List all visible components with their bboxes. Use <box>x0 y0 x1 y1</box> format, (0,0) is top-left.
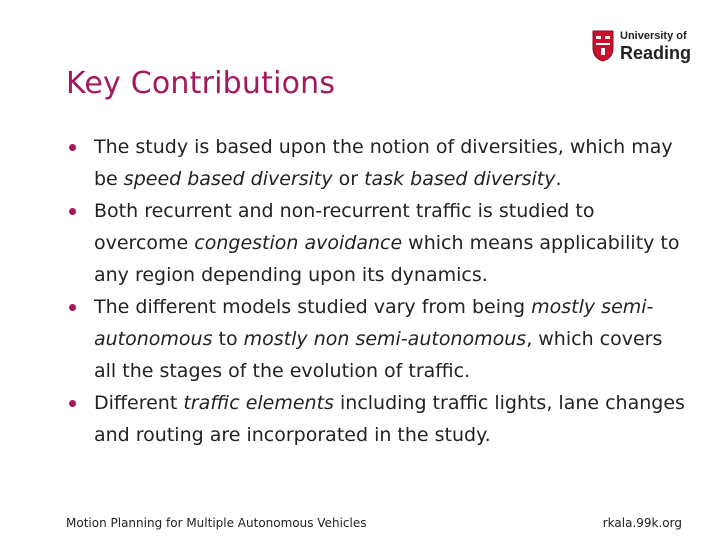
bullet-dot-icon <box>69 304 76 311</box>
bullet-dot-icon <box>69 208 76 215</box>
bullet-emphasis: traffic elements <box>183 392 334 414</box>
footer-website: rkala.99k.org <box>602 516 682 530</box>
logo-wordmark <box>620 31 691 62</box>
university-logo <box>592 30 691 62</box>
bullet-item <box>66 291 686 387</box>
bullet-text: The study is based upon the notion of diversities, which may be <box>94 136 673 190</box>
bullet-text: , which covers all the stages of the evolution of traffic. <box>94 328 663 382</box>
bullet-text: . <box>555 168 562 190</box>
bullet-item <box>66 131 686 195</box>
bullet-text: or <box>332 168 365 190</box>
bullet-emphasis: congestion avoidance <box>194 232 403 254</box>
bullet-emphasis: task based diversity <box>364 168 556 190</box>
bullet-dot-icon <box>69 144 76 151</box>
logo-line-1: University of <box>620 29 687 42</box>
bullet-item <box>66 195 686 291</box>
bullet-item <box>66 387 686 451</box>
bullet-dot-icon <box>69 400 76 407</box>
bullet-text: Different <box>94 392 184 414</box>
bullet-emphasis: mostly semi-autonomous <box>94 296 654 350</box>
footer-presentation-title: Motion Planning for Multiple Autonomous Vehicles <box>66 516 367 530</box>
bullet-text: including traffic lights, lane changes and routing are incorporated in the study. <box>94 392 685 446</box>
bullet-list <box>66 131 686 451</box>
bullet-text: to <box>212 328 244 350</box>
bullet-emphasis: speed based diversity <box>123 168 333 190</box>
bullet-text: which means applicability to any region depending upon its dynamics. <box>94 232 680 286</box>
bullet-emphasis: mostly non semi-autonomous <box>243 328 527 350</box>
bullet-text: Both recurrent and non-recurrent traffic is studied to overcome <box>94 200 595 254</box>
logo-line-2: Reading <box>620 42 692 63</box>
university-shield-icon <box>592 30 614 62</box>
slide-title: Key Contributions <box>66 66 336 101</box>
bullet-text: The different models studied vary from being <box>94 296 532 318</box>
